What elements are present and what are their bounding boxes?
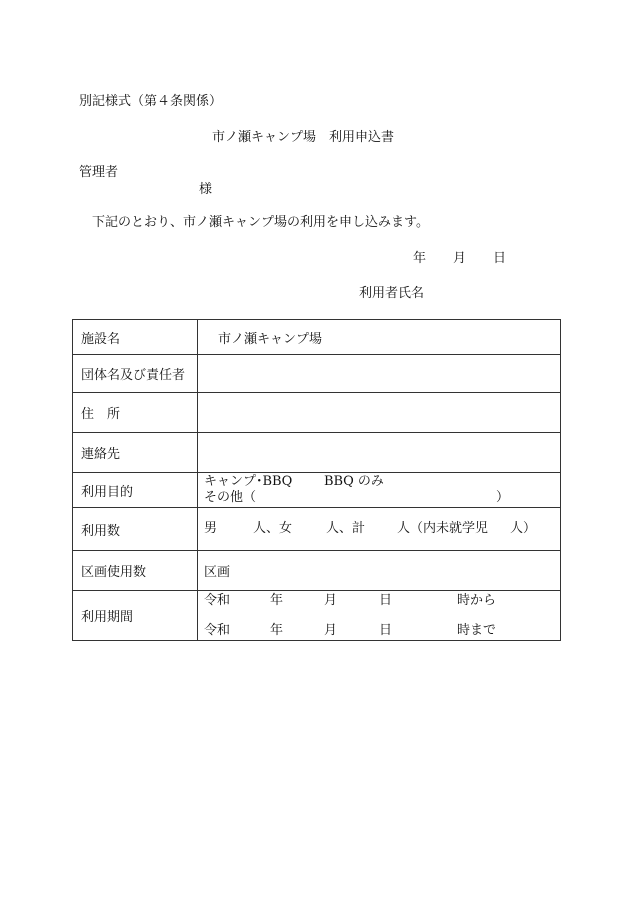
count-preschool-label: 人（内未就学児 [397, 521, 489, 536]
application-table [72, 319, 561, 641]
purpose-option-bbq-only[interactable]: BBQ のみ [324, 474, 384, 489]
table-row-purpose [73, 473, 561, 508]
period-label: 利用期間 [73, 591, 198, 641]
facility-label: 施設名 [73, 320, 198, 355]
count-total-label: 人、計 [326, 521, 366, 536]
addressee-role: 管理者 [79, 165, 119, 180]
form-reference: 別記様式（第４条関係） [79, 94, 223, 109]
count-female-label: 人、女 [253, 521, 293, 536]
count-close-label: 人） [510, 521, 537, 536]
period-value [198, 591, 561, 641]
period-from-era: 令和 [204, 592, 231, 608]
period-to-suffix: 時まで [457, 622, 497, 638]
group-value-field[interactable] [198, 355, 561, 393]
table-row-period [73, 591, 561, 641]
period-to-year: 年 [270, 622, 284, 638]
table-row-count [73, 508, 561, 551]
date-month-label: 月 [453, 251, 467, 266]
table-row-group [73, 355, 561, 393]
contact-value-field[interactable] [198, 433, 561, 473]
period-from-line [204, 593, 560, 609]
count-male-label: 男 [204, 521, 218, 536]
table-row-contact [73, 433, 561, 473]
purpose-value [198, 473, 561, 508]
purpose-label: 利用目的 [73, 473, 198, 508]
intro-text: 下記のとおり、市ノ瀬キャンプ場の利用を申し込みます。 [92, 215, 429, 230]
address-value-field[interactable] [198, 393, 561, 433]
purpose-option-camp-bbq[interactable]: キャンプ･BBQ [204, 474, 293, 489]
applicant-label: 利用者氏名 [359, 286, 425, 301]
table-row-plots [73, 551, 561, 591]
period-to-month: 月 [324, 622, 338, 638]
purpose-other-close: ） [496, 490, 510, 505]
plots-label: 区画使用数 [73, 551, 198, 591]
address-label: 住 所 [73, 393, 198, 433]
table-row-address [73, 393, 561, 433]
purpose-other-open[interactable]: その他（ [204, 490, 257, 505]
date-day-label: 日 [493, 251, 507, 266]
period-to-line [204, 623, 560, 639]
contact-label: 連絡先 [73, 433, 198, 473]
table-row-facility [73, 320, 561, 355]
period-from-year: 年 [270, 592, 284, 608]
period-to-day: 日 [379, 622, 393, 638]
facility-value: 市ノ瀬キャンプ場 [198, 320, 561, 355]
plots-value: 区画 [198, 551, 561, 591]
count-label: 利用数 [73, 508, 198, 551]
date-year-label: 年 [413, 251, 427, 266]
count-value [198, 508, 561, 551]
document-title: 市ノ瀬キャンプ場 利用申込書 [212, 130, 395, 145]
period-to-era: 令和 [204, 622, 231, 638]
period-from-day: 日 [379, 592, 393, 608]
period-from-month: 月 [324, 592, 338, 608]
addressee-honorific: 様 [199, 182, 213, 197]
group-label: 団体名及び責任者 [73, 355, 198, 393]
period-from-suffix: 時から [457, 592, 497, 608]
